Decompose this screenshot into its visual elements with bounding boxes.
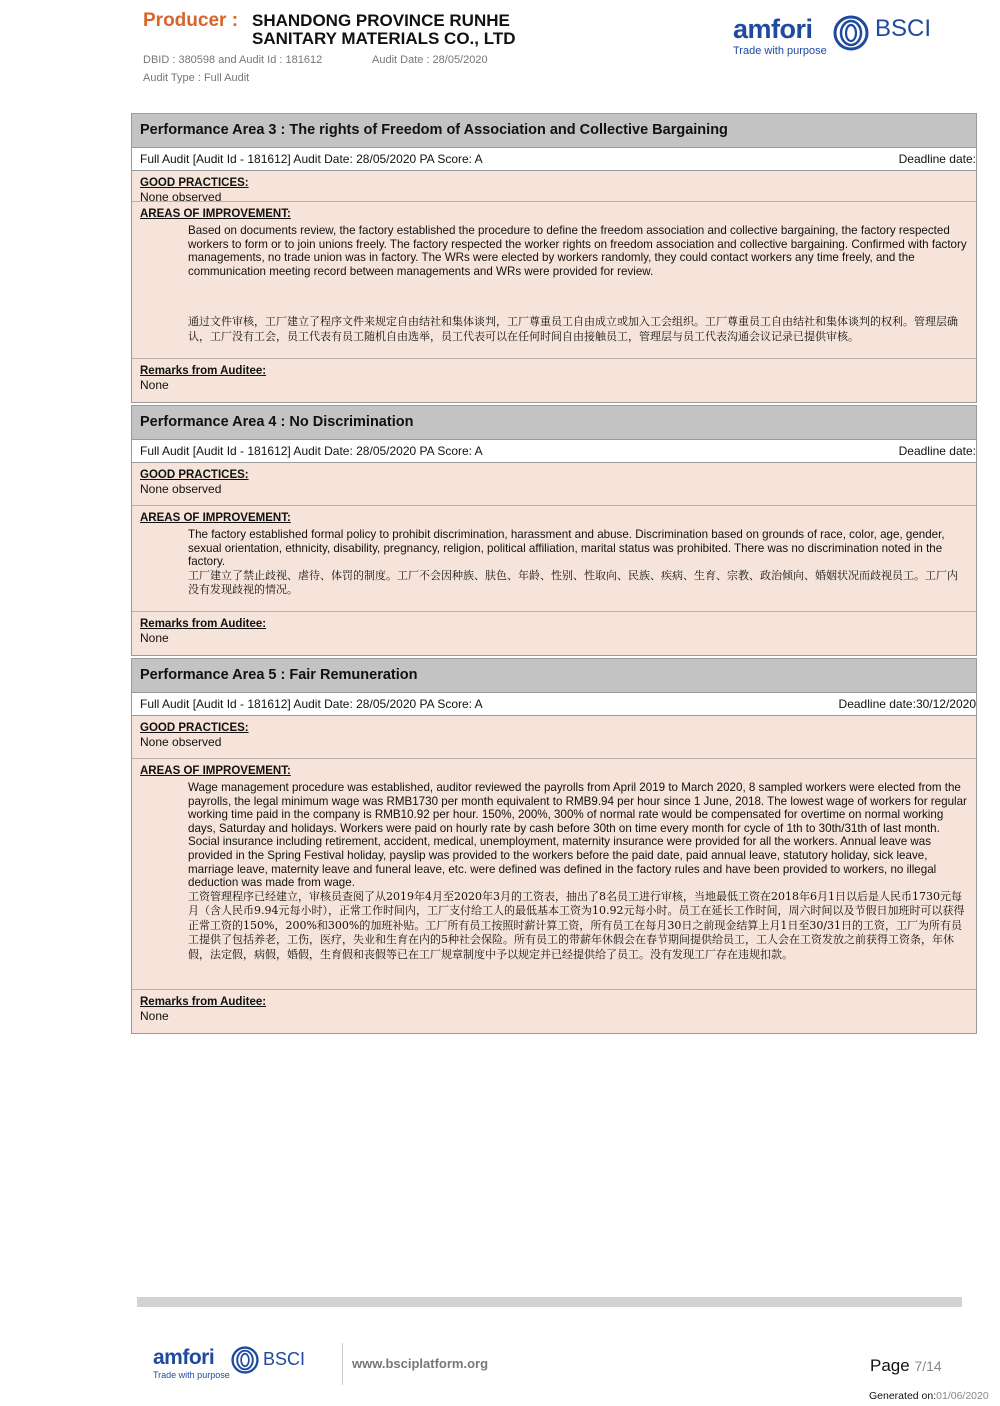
logo-word: amfori xyxy=(733,14,813,44)
improvement-text-cn: 工资管理程序已经建立，审核员查阅了从2019年4月至2020年3月的工资表，抽出了8名员工进行审核，当地最低工资在2018年6月1日以后是人民币1730元每月（含人民币9.94元每小时），正常工作时间内，工厂支付给工人的最低基本工资为10.92元每小时。员工在延长工作时间，周六时间以及节假日加班时可以获得正常工资的150%，200%和300%的加班补贴。工厂所有员工按照时薪计算工资，所有员工在每月30日之前现金结算上月1日至30/31日的工资，工厂为所有员工提供了包括养老，工伤，医疗，失业和生育在内的5种社会保险。所有员工的带薪年休假会在春节期间提供给员工，工人会在工资发放之前获得工资条，年休假，法定假，病假，婚假，生育假和丧假等已在工厂规章制度中予以规定并已经提供给了员工。没有发现工厂存在违规扣款。 xyxy=(188,889,965,961)
performance-area-5 xyxy=(131,658,977,1034)
deadline-date: Deadline date:30/12/2020 xyxy=(838,697,976,711)
footer-logo-word: amfori xyxy=(153,1346,215,1369)
remarks-section xyxy=(132,359,976,402)
footer-amfori-logo xyxy=(153,1346,305,1382)
performance-areas xyxy=(131,113,977,1036)
audit-date-text: Audit Date : 28/05/2020 xyxy=(372,54,488,66)
dbid-text: DBID : 380598 and Audit Id : 181612 xyxy=(143,54,323,66)
remarks-text: None xyxy=(140,1009,169,1023)
logo-brand: BSCI xyxy=(875,15,932,42)
producer-label: Producer : xyxy=(143,10,239,31)
improvement-heading: AREAS OF IMPROVEMENT: xyxy=(140,208,291,220)
good-practices-heading: GOOD PRACTICES: xyxy=(140,177,249,189)
good-practices-section xyxy=(132,171,976,202)
good-practices-text: None observed xyxy=(140,482,222,496)
improvement-text-cn: 工厂建立了禁止歧视、虐待、体罚的制度。工厂不会因种族、肤色、年龄、性别、性取向、民族、疾病、生育、宗教、政治倾向、婚姻状况而歧视员工。工厂内没有发现歧视的情况。 xyxy=(188,568,958,597)
amfori-bsci-logo xyxy=(733,14,931,60)
improvement-heading: AREAS OF IMPROVEMENT: xyxy=(140,512,291,524)
areas-of-improvement-section xyxy=(132,759,976,990)
improvement-text-en: Based on documents review, the factory established the procedure to define the freedom association and collective bargaining, the factory respected workers to form or to join unions freely. The factory respected the worker rights on freedom association and collective bargaining. Confirmed with factory managements, no trade union was in factory. The WRs were elected by workers randomly, they could contact workers any time freely, and the communication meeting record between managements and WRs were provided for review. xyxy=(188,224,967,278)
footer-logo-tagline: Trade with purpose xyxy=(153,1370,230,1380)
audit-info: Full Audit [Audit Id - 181612] Audit Date: 28/05/2020 PA Score: A xyxy=(140,444,483,458)
remarks-heading: Remarks from Auditee: xyxy=(140,618,267,630)
company-name-line2: SANITARY MATERIALS CO., LTD xyxy=(252,29,516,48)
good-practices-text: None observed xyxy=(140,735,222,749)
improvement-text-cn: 通过文件审核，工厂建立了程序文件来规定自由结社和集体谈判，工厂尊重员工自由成立或加入工会组织。工厂尊重员工自由结社和集体谈判的权利。管理层确认，工厂没有工会，员工代表有员工随机自由选举，员工代表可以在任何时间自由接触员工，管理层与员工代表沟通会议记录已提供审核。 xyxy=(188,315,958,343)
audit-info: Full Audit [Audit Id - 181612] Audit Date: 28/05/2020 PA Score: A xyxy=(140,697,483,711)
deadline-date: Deadline date: xyxy=(898,444,976,458)
page-label: Page xyxy=(870,1356,915,1375)
page-header xyxy=(0,0,1000,100)
audit-info-row xyxy=(132,148,976,171)
remarks-text: None xyxy=(140,378,169,392)
remarks-heading: Remarks from Auditee: xyxy=(140,996,267,1008)
performance-area-3 xyxy=(131,113,977,403)
remarks-section xyxy=(132,990,976,1033)
generated-label: Generated on: xyxy=(869,1390,937,1402)
good-practices-heading: GOOD PRACTICES: xyxy=(140,469,249,481)
deadline-date: Deadline date: xyxy=(898,152,976,166)
platform-url[interactable]: www.bsciplatform.org xyxy=(352,1356,489,1371)
generated-date: 01/06/2020 xyxy=(936,1390,989,1402)
company-name-line1: SHANDONG PROVINCE RUNHE xyxy=(252,11,510,30)
remarks-section xyxy=(132,612,976,655)
area-title: Performance Area 4 : No Discrimination xyxy=(132,406,976,440)
areas-of-improvement-section xyxy=(132,506,976,612)
good-practices-heading: GOOD PRACTICES: xyxy=(140,722,249,734)
remarks-text: None xyxy=(140,631,169,645)
improvement-text-en: Wage management procedure was established, auditor reviewed the payrolls from April 2019 to March 2020, 8 sampled workers were elected from the payrolls, the legal minimum wage was RMB1730 per month equivalent to RMB9.94 per hour since 1 June, 2018. The lowest wage of workers for regular working time paid in the company is RMB10.92 per hour. 150%, 200%, 300% of normal rate would be compensated for overtime on normal working days, Saturday and holidays. Workers were paid on hourly rate by cash before 30th on time every month for cycle of 1th to 30th/31th of last month. Social insurance including retirement, accident, medical, unemployment, maternity insurance were provided for all the workers. Annual leave was provided in the Spring Festival holiday, payslip was provided to the workers before the paid date, paid annual leave, statutory holiday, sick leave, marriage leave, maternity leave and funeral leave, etc. were defined was defined in the factory rules and have been provided to workers, no illegal deduction was made from wage. xyxy=(188,781,967,890)
improvement-heading: AREAS OF IMPROVEMENT: xyxy=(140,765,291,777)
good-practices-section xyxy=(132,463,976,506)
footer-separator xyxy=(342,1343,343,1385)
good-practices-text: None observed xyxy=(140,190,222,204)
company-name xyxy=(252,12,516,48)
footer-logo-brand: BSCI xyxy=(263,1349,306,1369)
improvement-text-en: The factory established formal policy to prohibit discrimination, harassment and abuse. Discrimination based on grounds of race, color, age, gender, sexual orientation, ethnicity, disability, pregnancy, religion, political affiliation, marital status was prohibited. There was no discrimination noted in the factory. xyxy=(188,528,945,569)
area-title: Performance Area 3 : The rights of Freedom of Association and Collective Bargaining xyxy=(132,114,976,148)
audit-info: Full Audit [Audit Id - 181612] Audit Date: 28/05/2020 PA Score: A xyxy=(140,152,483,166)
remarks-heading: Remarks from Auditee: xyxy=(140,365,267,377)
areas-of-improvement-section xyxy=(132,202,976,359)
audit-type-text: Audit Type : Full Audit xyxy=(143,72,250,84)
generated-on xyxy=(869,1390,989,1402)
page-count: 7/14 xyxy=(914,1358,942,1374)
logo-swirl-icon xyxy=(833,15,869,51)
footer-logo-swirl-icon xyxy=(231,1346,259,1374)
area-title: Performance Area 5 : Fair Remuneration xyxy=(132,659,976,693)
page-number xyxy=(870,1356,942,1376)
good-practices-section xyxy=(132,716,976,759)
audit-info-row xyxy=(132,693,976,716)
footer-bar xyxy=(137,1297,962,1307)
logo-tagline: Trade with purpose xyxy=(733,45,827,57)
performance-area-4 xyxy=(131,405,977,656)
audit-info-row xyxy=(132,440,976,463)
